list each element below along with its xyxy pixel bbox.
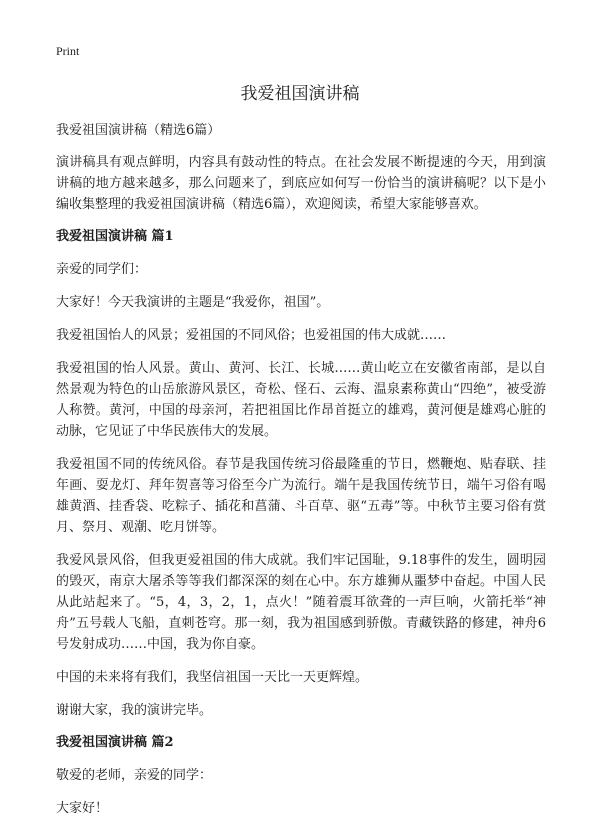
paragraph: 敬爱的老师，亲爱的同学： [56,768,213,783]
paragraph: 大家好！ [56,801,109,816]
paragraph: 我爱祖国怡人的风景；爱祖国的不同风俗；也爱祖国的伟大成就…… [56,328,447,343]
print-label: Print [56,44,80,58]
paragraph: 中国的未来将有我们，我坚信祖国一天比一天更辉煌。 [56,670,369,685]
paragraph: 我爱风景风俗，但我更爱祖国的伟大成就。我们牢记国耻，9.18事件的发生，圆明园的毁灭，南京大屠杀等等我们都深深的刻在心中。东方雄狮从噩梦中奋起。中国人民从此站起来了。“5，4，3，2，1，点火！”随着震耳欲聋的一声巨响，火箭托举“神舟”五号载人飞船，直刺苍穹。那一刻，我为祖国感到骄傲。青藏铁路的修建，神舟6号发射成功……中国，我为你自豪。 [56,553,546,652]
paragraph: 大家好！今天我演讲的主题是“我爱你，祖国”。 [56,295,330,310]
intro-paragraph: 演讲稿具有观点鲜明，内容具有鼓动性的特点。在社会发展不断提速的今天，用到演讲稿的地方越来越多，那么问题来了，到底应如何写一份恰当的演讲稿呢？以下是小编收集整理的我爱祖国演讲稿（精选6篇），欢迎阅读，希望大家能够喜欢。 [56,155,546,212]
paragraph: 我爱祖国不同的传统风俗。春节是我国传统习俗最隆重的节日，燃鞭炮、贴春联、挂年画、耍龙灯、拜年贺喜等习俗至今广为流行。端午是我国传统节日，端午习俗有喝雄黄酒、挂香袋、吃粽子、插花和菖蒲、斗百草、驱“五毒”等。中秋节主要习俗有赏月、祭月、观潮、吃月饼等。 [56,457,546,535]
document-subtitle: 我爱祖国演讲稿（精选6篇） [56,123,221,138]
paragraph: 亲爱的同学们： [56,262,148,277]
section-heading: 我爱祖国演讲稿 篇2 [56,735,174,750]
paragraph: 我爱祖国的怡人风景。黄山、黄河、长江、长城……黄山屹立在安徽省南部，是以自然景观为特色的山岳旅游风景区，奇松、怪石、云海、温泉素称黄山“四绝”，被受游人称赞。黄河，中国的母亲河，若把祖国比作昂首挺立的雄鸡，黄河便是雄鸡心脏的动脉，它见证了中华民族伟大的发展。 [56,361,546,439]
paragraph: 谢谢大家，我的演讲完毕。 [56,703,213,718]
page-title: 我爱祖国演讲稿 [240,84,360,104]
document-body [56,120,546,831]
section-heading: 我爱祖国演讲稿 篇1 [56,229,174,244]
